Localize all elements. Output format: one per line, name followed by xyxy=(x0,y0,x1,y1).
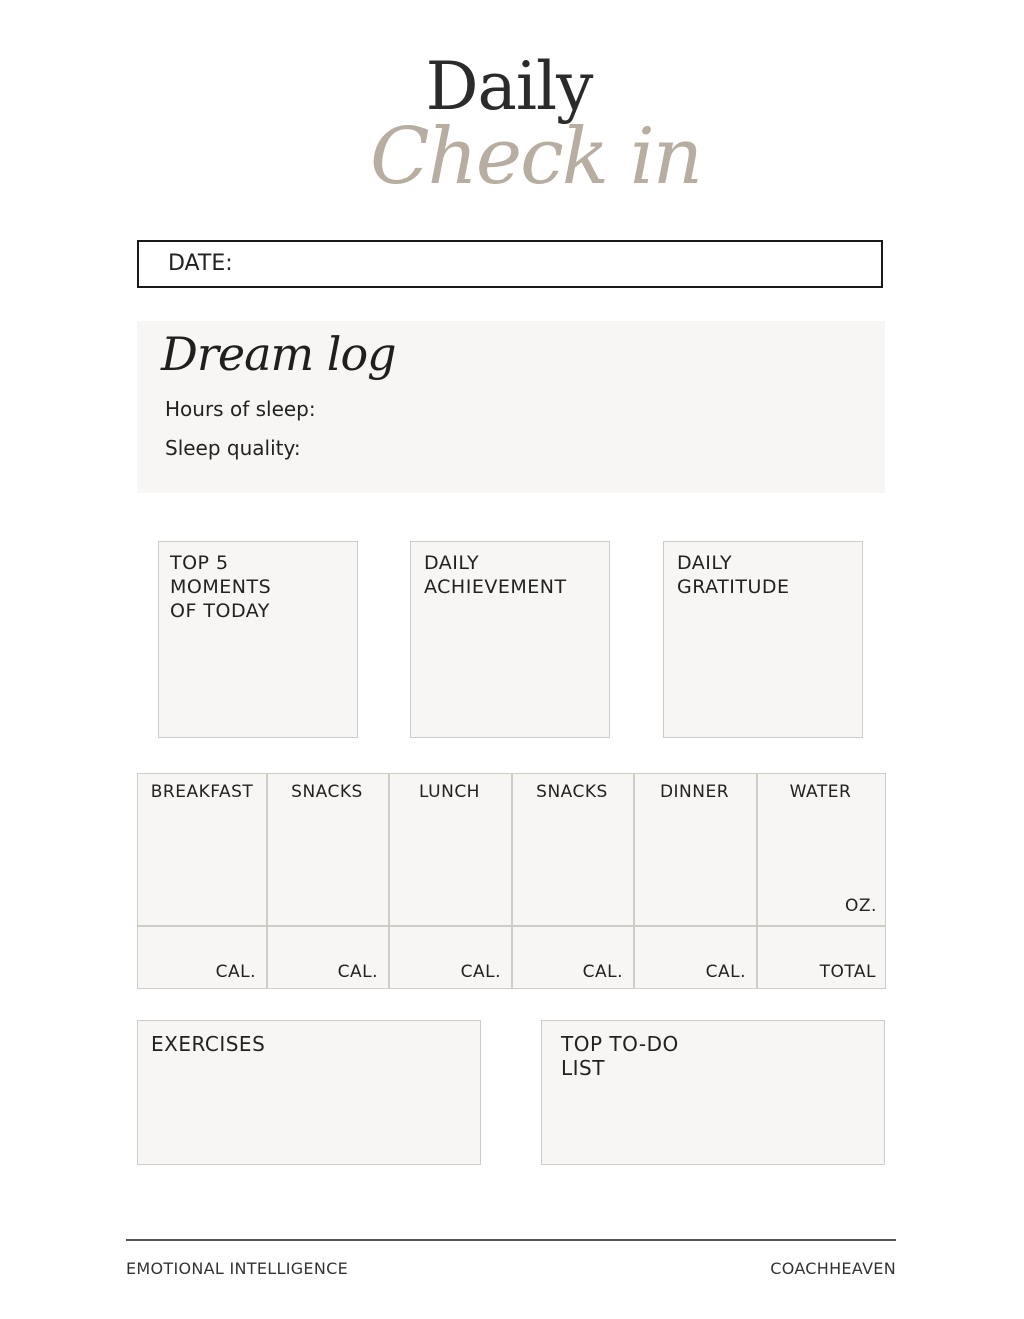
date-field[interactable] xyxy=(137,240,883,288)
top-moments-line-1: TOP 5 xyxy=(170,552,229,574)
exercises-label: EXERCISES xyxy=(151,1032,266,1056)
meals-row-divider xyxy=(138,925,885,927)
meals-divider xyxy=(388,774,390,988)
breakfast-cal-label: CAL. xyxy=(215,962,256,982)
top-moments-line-3: OF TODAY xyxy=(170,600,270,622)
meals-divider xyxy=(756,774,758,988)
daily-gratitude-card[interactable] xyxy=(663,541,863,738)
todo-list-line-2: LIST xyxy=(561,1056,605,1080)
meal-header-lunch: LUNCH xyxy=(419,782,480,802)
meal-header-water: WATER xyxy=(789,782,852,802)
meals-divider xyxy=(633,774,635,988)
meals-divider xyxy=(511,774,513,988)
water-total-label: TOTAL xyxy=(819,962,876,982)
hours-of-sleep-label: Hours of sleep: xyxy=(165,397,316,421)
dream-log-title: Dream log xyxy=(161,327,396,381)
top-moments-line-2: MOMENTS xyxy=(170,576,272,598)
daily-achievement-line-1: DAILY xyxy=(424,552,480,574)
water-unit-label: OZ. xyxy=(845,896,877,916)
daily-achievement-label xyxy=(424,551,567,599)
todo-list-line-1: TOP TO-DO xyxy=(561,1032,679,1056)
daily-gratitude-line-2: GRATITUDE xyxy=(677,576,790,598)
meals-table xyxy=(137,773,886,989)
meal-header-snacks-2: SNACKS xyxy=(536,782,608,802)
date-label: DATE: xyxy=(168,251,233,276)
daily-gratitude-label xyxy=(677,551,790,599)
dream-log-section xyxy=(137,321,885,493)
daily-achievement-line-2: ACHIEVEMENT xyxy=(424,576,567,598)
meal-header-snacks-1: SNACKS xyxy=(291,782,363,802)
sleep-quality-label: Sleep quality: xyxy=(165,436,301,460)
exercises-box[interactable] xyxy=(137,1020,481,1165)
daily-achievement-card[interactable] xyxy=(410,541,610,738)
top-moments-card[interactable] xyxy=(158,541,358,738)
snacks-2-cal-label: CAL. xyxy=(582,962,623,982)
footer-left-text: EMOTIONAL INTELLIGENCE xyxy=(126,1259,348,1278)
footer-right-text: COACHHEAVEN xyxy=(770,1259,896,1278)
dinner-cal-label: CAL. xyxy=(705,962,746,982)
todo-list-box[interactable] xyxy=(541,1020,885,1165)
snacks-1-cal-label: CAL. xyxy=(337,962,378,982)
lunch-cal-label: CAL. xyxy=(460,962,501,982)
todo-list-label xyxy=(561,1032,679,1080)
meals-divider xyxy=(266,774,268,988)
meal-header-breakfast: BREAKFAST xyxy=(150,782,254,802)
footer-divider xyxy=(126,1239,896,1241)
top-moments-label xyxy=(170,551,271,623)
meal-header-dinner: DINNER xyxy=(659,782,730,802)
page-title: Daily xyxy=(425,48,593,125)
page-subtitle-script: Check in xyxy=(370,112,702,202)
daily-gratitude-line-1: DAILY xyxy=(677,552,733,574)
